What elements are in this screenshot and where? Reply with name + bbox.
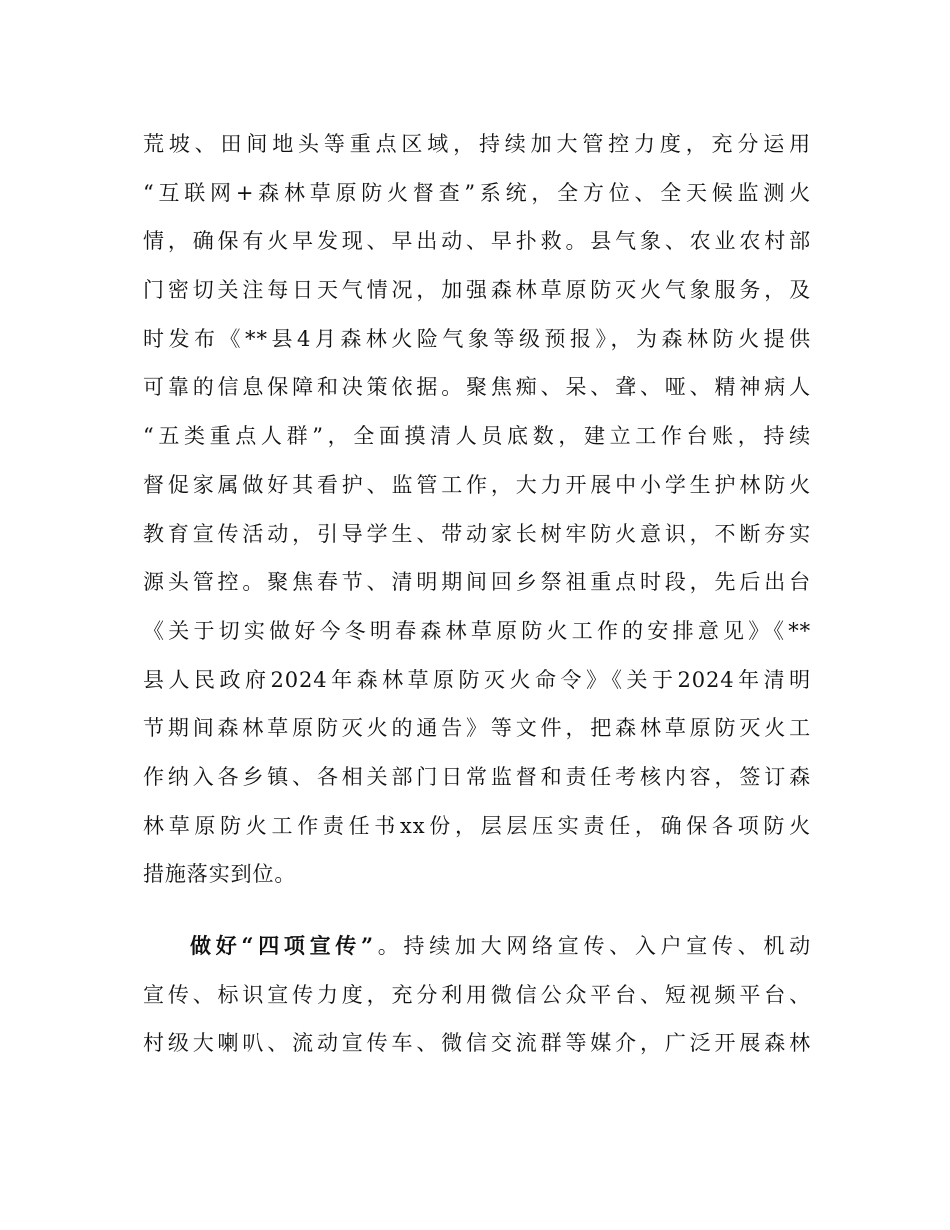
paragraph-line: 源头管控。聚焦春节、清明期间回乡祭祖重点时段，先后出台	[143, 570, 811, 595]
paragraph-line: 荒坡、田间地头等重点区域，持续加大管控力度，充分运用	[143, 132, 811, 156]
paragraph-line: “五类重点人群”，全面摸清人员底数，建立工作台账，持续	[143, 424, 811, 449]
paragraph-line: 督促家属做好其看护、监管工作，大力开展中小学生护林防火	[143, 472, 811, 497]
paragraph-heading: 做好“四项宣传”	[190, 933, 374, 958]
paragraph-first-line	[143, 922, 811, 971]
paragraph-line: 村级大喇叭、流动宣传车、微信交流群等媒介，广泛开展森林	[143, 1031, 811, 1056]
paragraph-line: “互联网+森林草原防火督查”系统，全方位、全天候监测火	[143, 180, 811, 205]
paragraph-line: 教育宣传活动，引导学生、带动家长树牢防火意识，不断夯实	[143, 521, 811, 546]
paragraph-line: 可靠的信息保障和决策依据。聚焦痴、呆、聋、哑、精神病人	[143, 375, 811, 400]
paragraph-line: 门密切关注每日天气情况，加强森林草原防灭火气象服务，及	[143, 278, 811, 303]
paragraph-fire-control	[143, 120, 811, 899]
paragraph-four-publicity	[143, 922, 811, 1068]
paragraph-heading-rest: 。持续加大网络宣传、入户宣传、机动	[374, 934, 811, 958]
paragraph-line: 措施落实到位。	[143, 862, 297, 887]
paragraph-line: 宣传、标识宣传力度，充分利用微信公众平台、短视频平台、	[143, 982, 811, 1007]
paragraph-line: 作纳入各乡镇、各相关部门日常监督和责任考核内容，签订森	[143, 764, 811, 789]
paragraph-line: 县人民政府2024年森林草原防灭火命令》《关于2024年清明	[143, 667, 811, 692]
paragraph-line: 情，确保有火早发现、早出动、早扑救。县气象、农业农村部	[143, 229, 811, 254]
paragraph-line: 林草原防火工作责任书xx份，层层压实责任，确保各项防火	[143, 813, 811, 838]
paragraph-line: 《关于切实做好今冬明春森林草原防火工作的安排意见》《**	[143, 618, 811, 643]
paragraph-line: 节期间森林草原防灭火的通告》等文件，把森林草原防灭火工	[143, 716, 811, 741]
paragraph-line: 时发布《**县4月森林火险气象等级预报》，为森林防火提供	[143, 326, 811, 351]
